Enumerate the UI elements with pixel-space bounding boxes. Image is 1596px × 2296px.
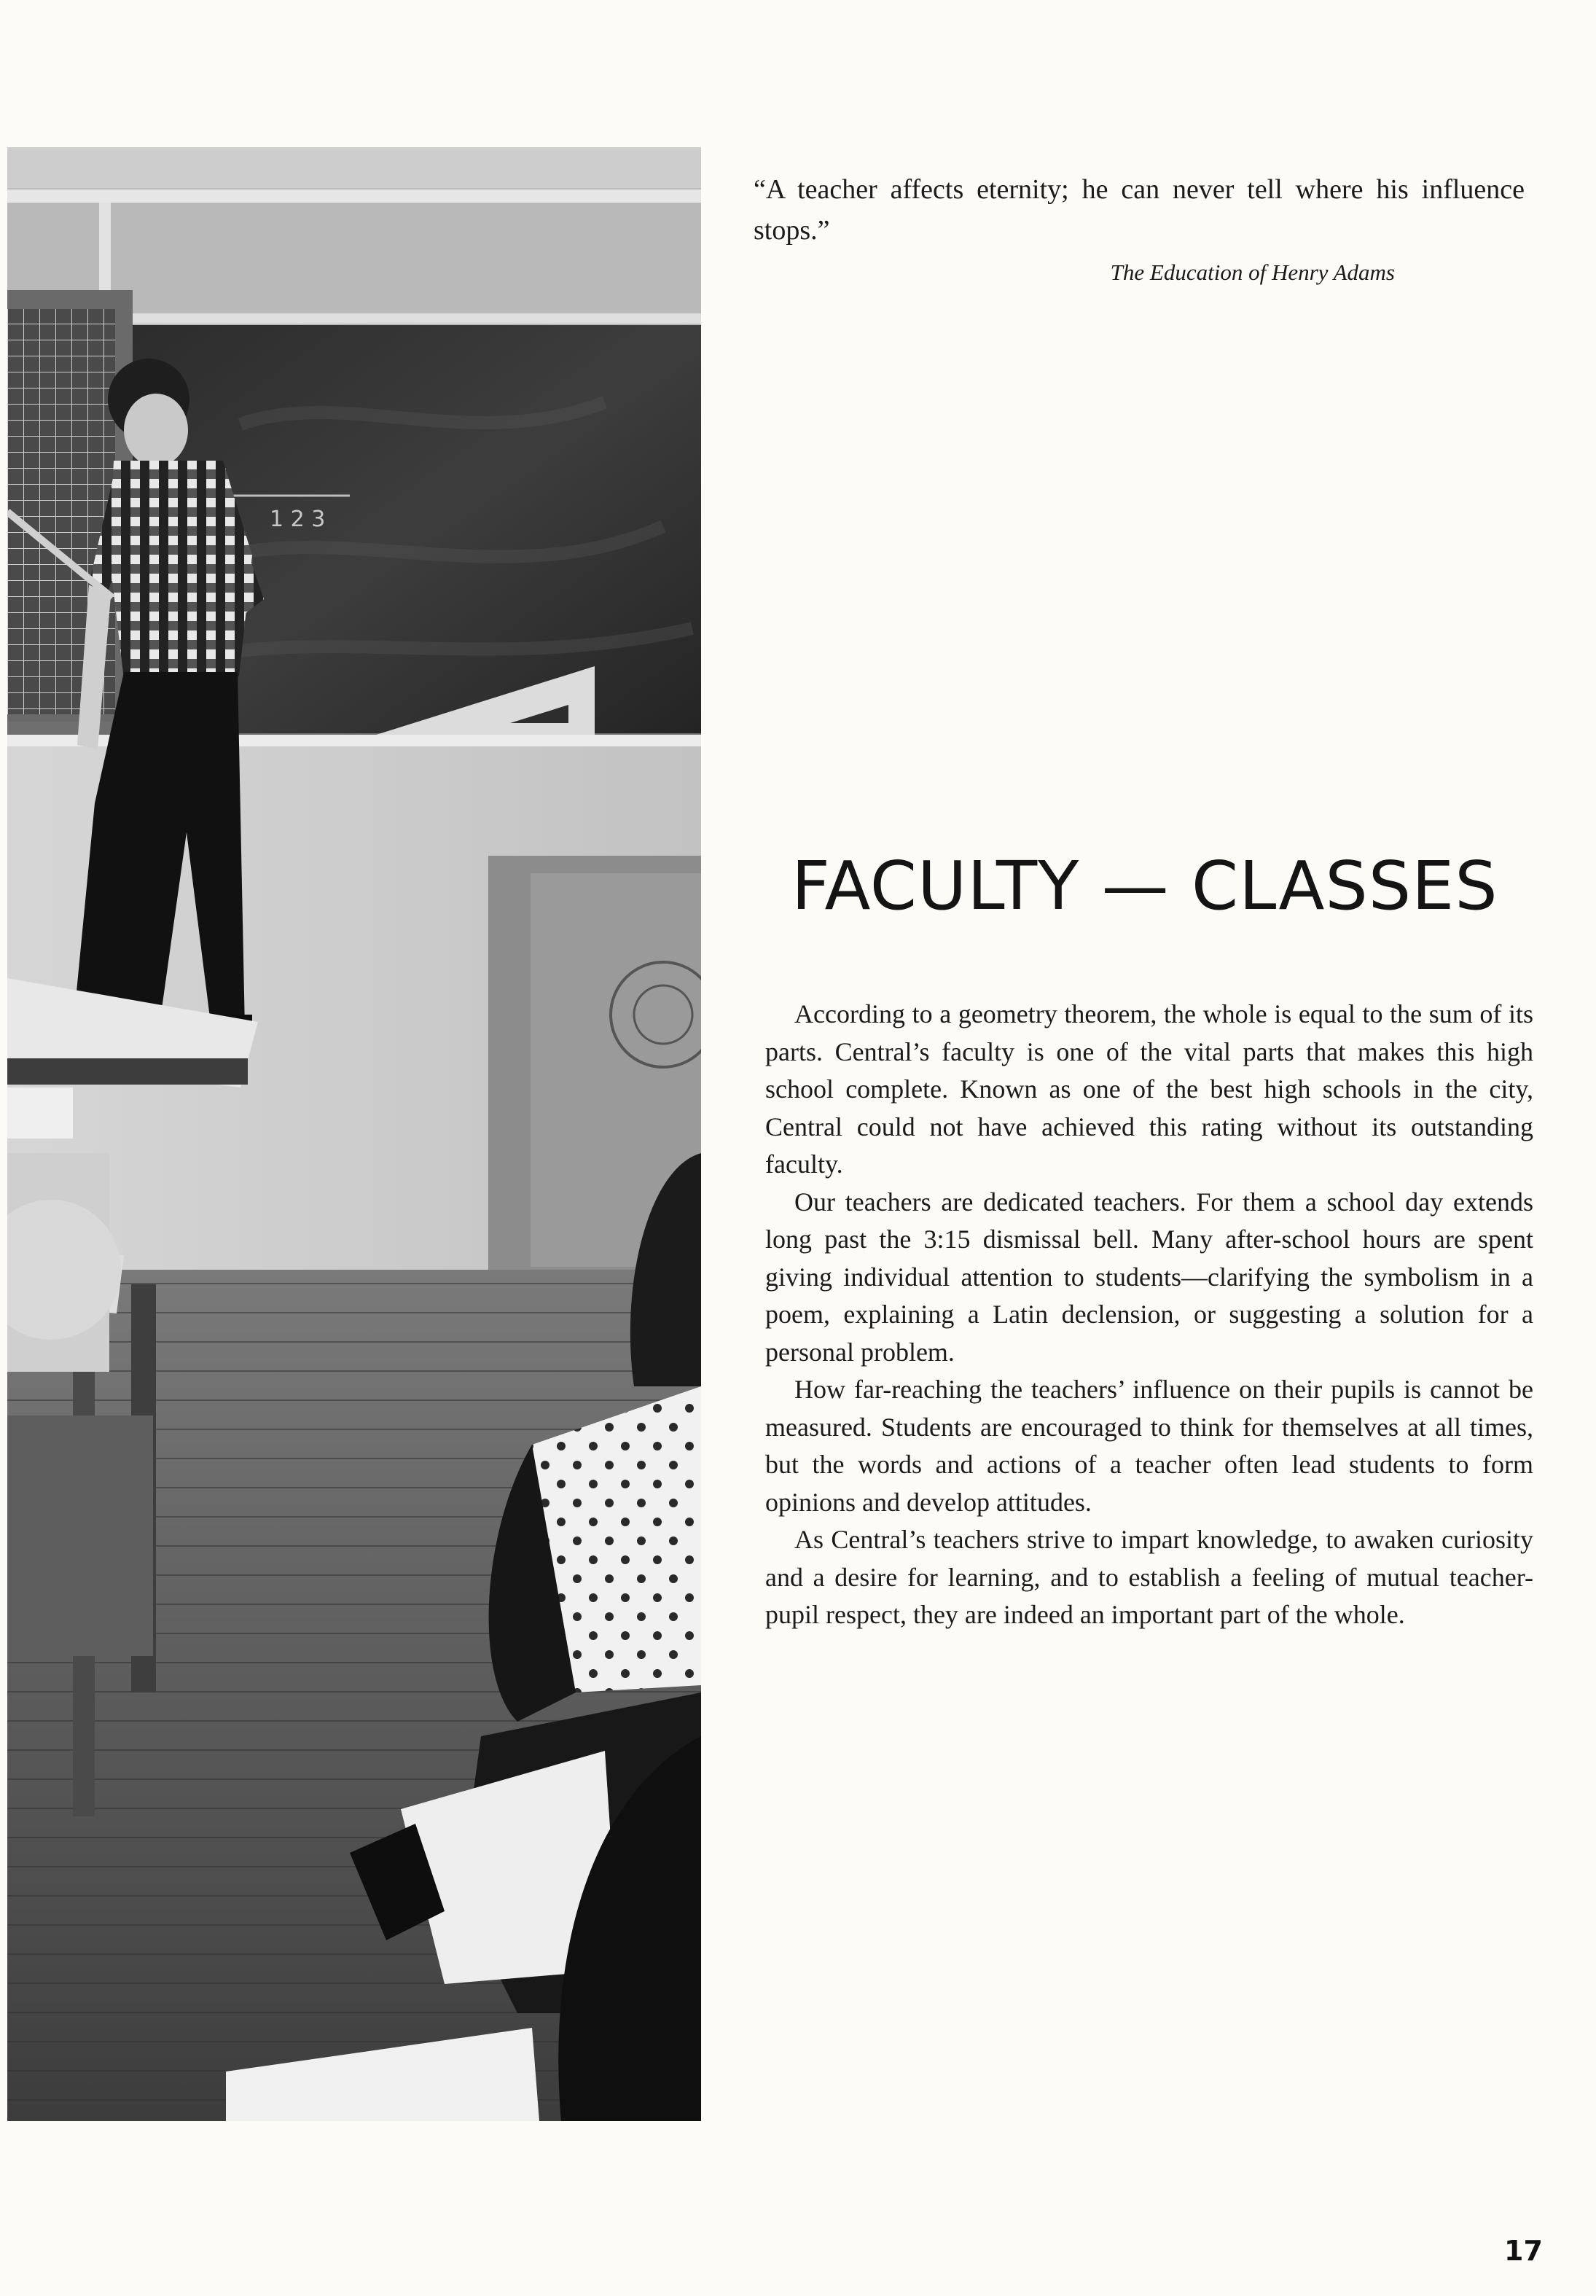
body-text (765, 996, 1533, 1634)
epigraph-source: The Education of Henry Adams (1110, 259, 1395, 285)
svg-text:1 2 3: 1 2 3 (270, 507, 326, 532)
body-paragraph: Our teachers are dedicated teachers. For them a school day extends long past the 3:15 dismissal bell. Many after-school hours are spent giving individual attention to students—clarifying the symbolism in a poem, explaining a Latin declension, or suggesting a solution for a personal problem. (765, 1187, 1533, 1367)
page-number: 17 (1504, 2235, 1543, 2267)
body-paragraph: According to a geometry theorem, the whole is equal to the sum of its parts. Central’s faculty is one of the vital parts that makes this high school complete. Known as one of the best high schools in the city, Central could not have achieved this rating without its outstanding faculty. (765, 999, 1533, 1179)
page-title: FACULTY — CLASSES (791, 847, 1498, 925)
classroom-photo (7, 147, 701, 2121)
epigraph-quote: “A teacher affects eternity; he can never tell where his influence stops.” (754, 174, 1525, 246)
classroom-photo-drawing (7, 147, 701, 2121)
body-paragraph: How far-reaching the teachers’ influence on their pupils is cannot be measured. Students are encouraged to think for themselves at all times, but the words and actions of a teacher often lead students to form opinions and develop attitudes. (765, 1375, 1533, 1517)
body-paragraph: As Central’s teachers strive to impart knowledge, to awaken curiosity and a desire for learning, and to establish a feeling of mutual teacher-pupil respect, they are indeed an important part of the whole. (765, 1525, 1533, 1629)
